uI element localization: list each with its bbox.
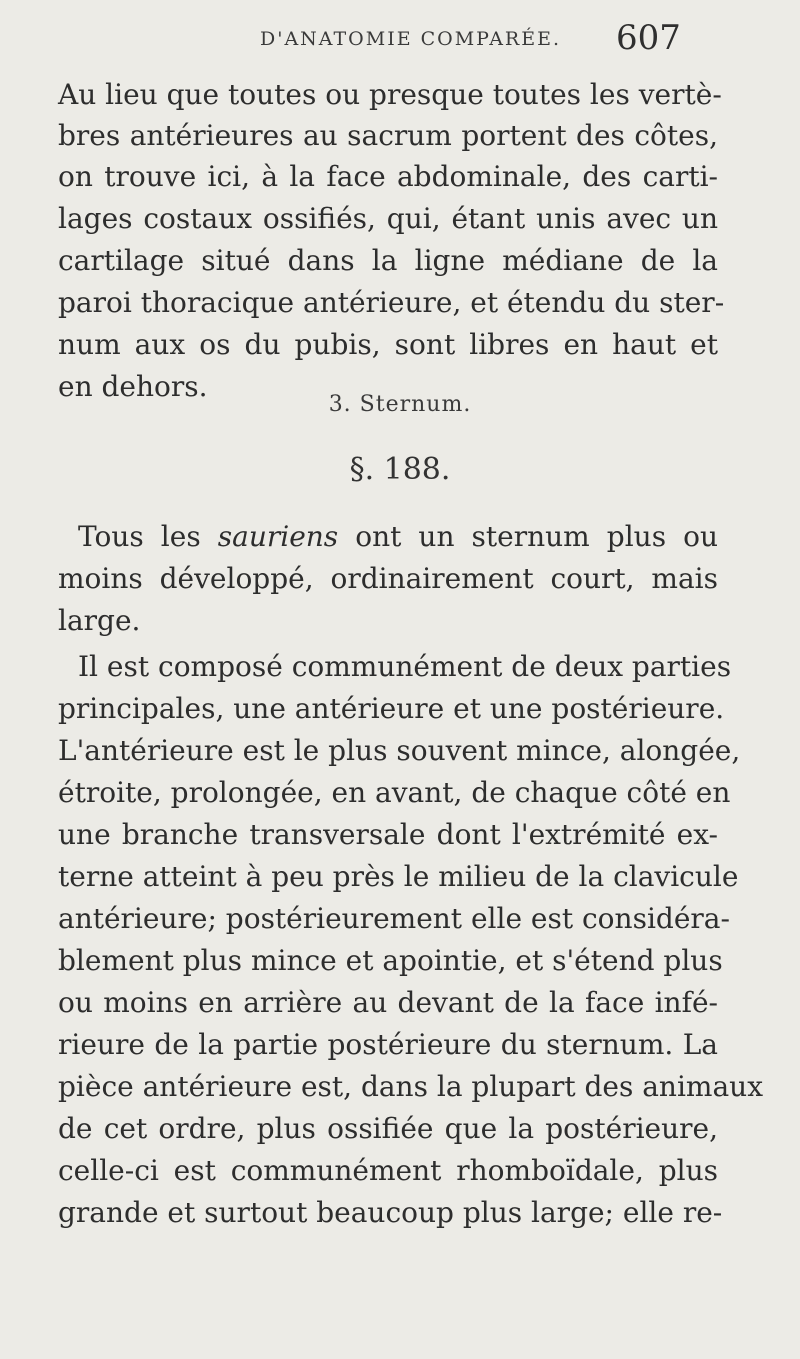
paragraph-3-line: une branche transversale dont l'extrémité ex- bbox=[58, 818, 718, 851]
paragraph-3-line: étroite, prolongée, en avant, de chaque côté en bbox=[58, 776, 731, 809]
paragraph-1-line: paroi thoracique antérieure, et étendu du ster- bbox=[58, 286, 725, 319]
paragraph-3-line: blement plus mince et apointie, et s'étend plus bbox=[58, 944, 723, 977]
paragraph-2-prefix: Tous les bbox=[78, 520, 218, 553]
paragraph-3-line: de cet ordre, plus ossifiée que la postérieure, bbox=[58, 1112, 718, 1145]
paragraph-1-line: bres antérieures au sacrum portent des côtes, bbox=[58, 119, 718, 152]
paragraph-1-line: Au lieu que toutes ou presque toutes les vertè- bbox=[58, 78, 722, 111]
paragraph-3-line: grande et surtout beaucoup plus large; elle re- bbox=[58, 1196, 723, 1229]
paragraph-3-line: ou moins en arrière au devant de la face infé- bbox=[58, 986, 718, 1019]
paragraph-3-line: celle-ci est communément rhomboïdale, plus bbox=[58, 1154, 718, 1187]
paragraph-3-line: rieure de la partie postérieure du sternum. La bbox=[58, 1028, 718, 1061]
section-title: 3. Sternum. bbox=[328, 392, 472, 417]
paragraph-3-line: principales, une antérieure et une postérieure. bbox=[58, 692, 725, 725]
paragraph-2-italic-term: sauriens bbox=[217, 520, 339, 553]
paragraph-1-line: lages costaux ossifiés, qui, étant unis avec un bbox=[58, 202, 718, 235]
paragraph-1-line: on trouve ici, à la face abdominale, des carti- bbox=[58, 160, 718, 193]
running-title: D'ANATOMIE COMPARÉE. bbox=[260, 28, 562, 50]
paragraph-1-line: cartilage situé dans la ligne médiane de la bbox=[58, 244, 718, 277]
paragraph-3-line: Il est composé communément de deux parties bbox=[78, 650, 732, 683]
paragraph-3-line: antérieure; postérieurement elle est considéra- bbox=[58, 902, 730, 935]
paragraph-2-suffix: ont un sternum plus ou bbox=[338, 520, 719, 553]
page-number: 607 bbox=[616, 18, 681, 58]
paragraph-3-line: pièce antérieure est, dans la plupart des animaux bbox=[58, 1070, 763, 1103]
paragraph-1-line: num aux os du pubis, sont libres en haut et bbox=[58, 328, 718, 361]
paragraph-2-line: large. bbox=[58, 604, 141, 637]
paragraph-number: §. 188. bbox=[349, 452, 451, 487]
paragraph-1-line: en dehors. bbox=[58, 370, 208, 403]
paragraph-2-first-line bbox=[78, 520, 718, 553]
paragraph-3-line: terne atteint à peu près le milieu de la clavicule bbox=[58, 860, 739, 893]
paragraph-3-line: L'antérieure est le plus souvent mince, alongée, bbox=[58, 734, 741, 767]
paragraph-2-line: moins développé, ordinairement court, mais bbox=[58, 562, 718, 595]
